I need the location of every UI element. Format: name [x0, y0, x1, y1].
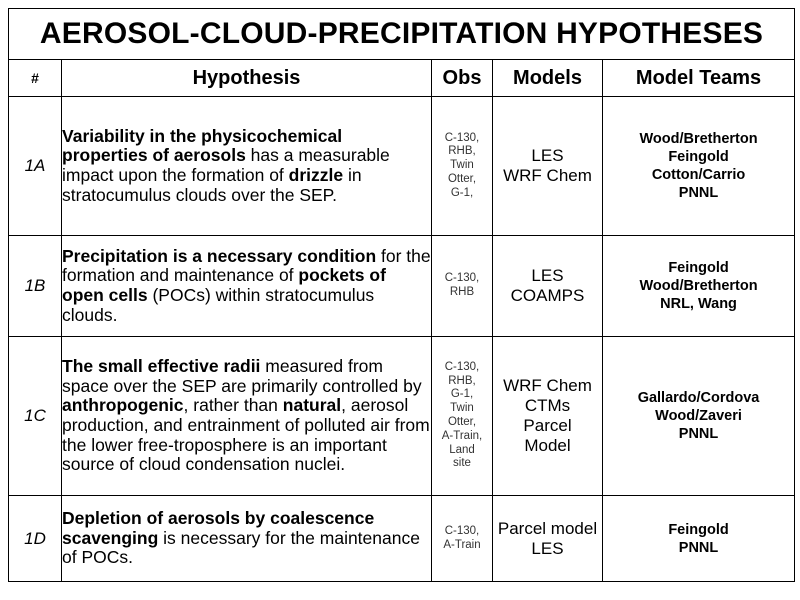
hypothesis-bold-text: drizzle — [288, 165, 344, 185]
obs-cell — [432, 236, 493, 337]
obs-item: RHB — [449, 286, 475, 298]
header-row — [9, 60, 795, 97]
model-item: WRF Chem — [503, 376, 592, 395]
obs-item: G-1, — [450, 388, 474, 401]
table-title: AEROSOL-CLOUD-PRECIPITATION HYPOTHESES — [9, 9, 795, 60]
obs-item: C-130, — [444, 360, 480, 373]
team-item: Cotton/Carrio — [651, 167, 746, 183]
header-hypothesis: Hypothesis — [62, 60, 432, 97]
hypothesis-bold-text: anthropogenic — [62, 395, 184, 416]
hypothesis-text — [62, 337, 432, 496]
hypothesis-bold-text: pockets of open cells — [62, 265, 386, 305]
team-item: PNNL — [678, 185, 719, 201]
team-item: PNNL — [678, 426, 719, 442]
header-model-teams: Model Teams — [603, 60, 795, 97]
table-row — [9, 337, 795, 496]
row-id: 1B — [9, 236, 62, 337]
hypothesis-plain-text: in stratocumulus clouds over the SEP. — [62, 165, 362, 205]
team-item: Feingold — [668, 149, 729, 165]
obs-item: G-1, — [450, 186, 474, 199]
obs-cell — [432, 496, 493, 582]
obs-item: C-130, — [444, 524, 480, 537]
obs-item: Land — [449, 443, 475, 456]
hypothesis-plain-text: is necessary for the maintenance of POCs. — [62, 527, 420, 568]
table-row — [9, 496, 795, 582]
table-row — [9, 97, 795, 236]
teams-cell — [603, 236, 795, 337]
models-cell — [493, 97, 603, 236]
table-row — [9, 236, 795, 337]
models-cell — [493, 236, 603, 337]
hypothesis-bold-text: Precipitation is a necessary condition — [62, 245, 377, 266]
hypothesis-plain-text: for the formation and maintenance of — [62, 245, 431, 286]
teams-cell — [603, 337, 795, 496]
team-item: Gallardo/Cordova — [637, 390, 760, 406]
team-item: Feingold — [668, 521, 729, 538]
obs-item: RHB, — [448, 145, 476, 158]
obs-item: C-130, — [444, 272, 480, 285]
hypothesis-plain-text: measured from space over the SEP are primarily controlled by — [62, 356, 422, 396]
obs-item: A-Train, — [441, 429, 483, 442]
row-id: 1A — [9, 97, 62, 236]
teams-cell — [603, 97, 795, 236]
header-models: Models — [493, 60, 603, 97]
team-item: Wood/Bretherton — [639, 131, 758, 147]
model-item: COAMPS — [510, 286, 585, 305]
hypothesis-plain-text: (POCs) within stratocumulus clouds. — [62, 285, 375, 325]
team-item: Feingold — [668, 260, 729, 276]
header-obs: Obs — [432, 60, 493, 97]
teams-cell — [603, 496, 795, 582]
hypothesis-plain-text: , aerosol production, and entrainment of polluted air from the lower free-troposphere is an important source of cloud condensation nuclei. — [62, 395, 430, 475]
obs-item: A-Train — [443, 538, 481, 551]
model-item: WRF Chem — [503, 166, 592, 185]
obs-item: Otter, — [447, 172, 477, 185]
model-item: CTMs — [524, 396, 571, 415]
row-id: 1D — [9, 496, 62, 582]
hypothesis-text — [62, 97, 432, 236]
hypothesis-text — [62, 496, 432, 582]
model-item: Model — [524, 436, 571, 455]
hypotheses-table — [8, 8, 795, 582]
header-number: # — [9, 60, 62, 97]
model-item: Parcel — [523, 416, 572, 435]
obs-item: Twin — [450, 159, 474, 172]
obs-cell — [432, 337, 493, 496]
model-item: LES — [531, 266, 564, 285]
team-item: Wood/Zaveri — [655, 408, 742, 424]
hypothesis-plain-text: , rather than — [183, 395, 283, 416]
obs-item: RHB, — [448, 374, 476, 387]
hypothesis-plain-text: has a measurable impact upon the formation of — [62, 145, 390, 185]
obs-item: Otter, — [447, 416, 477, 428]
hypothesis-bold-text: natural — [282, 395, 342, 416]
models-cell — [493, 337, 603, 496]
hypothesis-text — [62, 236, 432, 337]
obs-item: Twin — [450, 402, 474, 415]
models-cell — [493, 496, 603, 582]
obs-item: C-130, — [444, 131, 480, 144]
team-item: Wood/Bretherton — [639, 278, 758, 294]
row-id: 1C — [9, 337, 62, 496]
model-item: LES — [531, 146, 564, 165]
team-item: PNNL — [678, 539, 719, 556]
obs-item: site — [453, 457, 471, 470]
model-item: Parcel model — [497, 518, 598, 538]
hypothesis-bold-text: Variability in the physicochemical properties of aerosols — [62, 125, 343, 166]
hypothesis-bold-text: The small effective radii — [62, 356, 261, 377]
hypothesis-bold-text: Depletion of aerosols by coalescence scavenging — [62, 508, 375, 548]
team-item: NRL, Wang — [660, 296, 737, 312]
model-item: LES — [531, 538, 564, 558]
obs-cell — [432, 97, 493, 236]
